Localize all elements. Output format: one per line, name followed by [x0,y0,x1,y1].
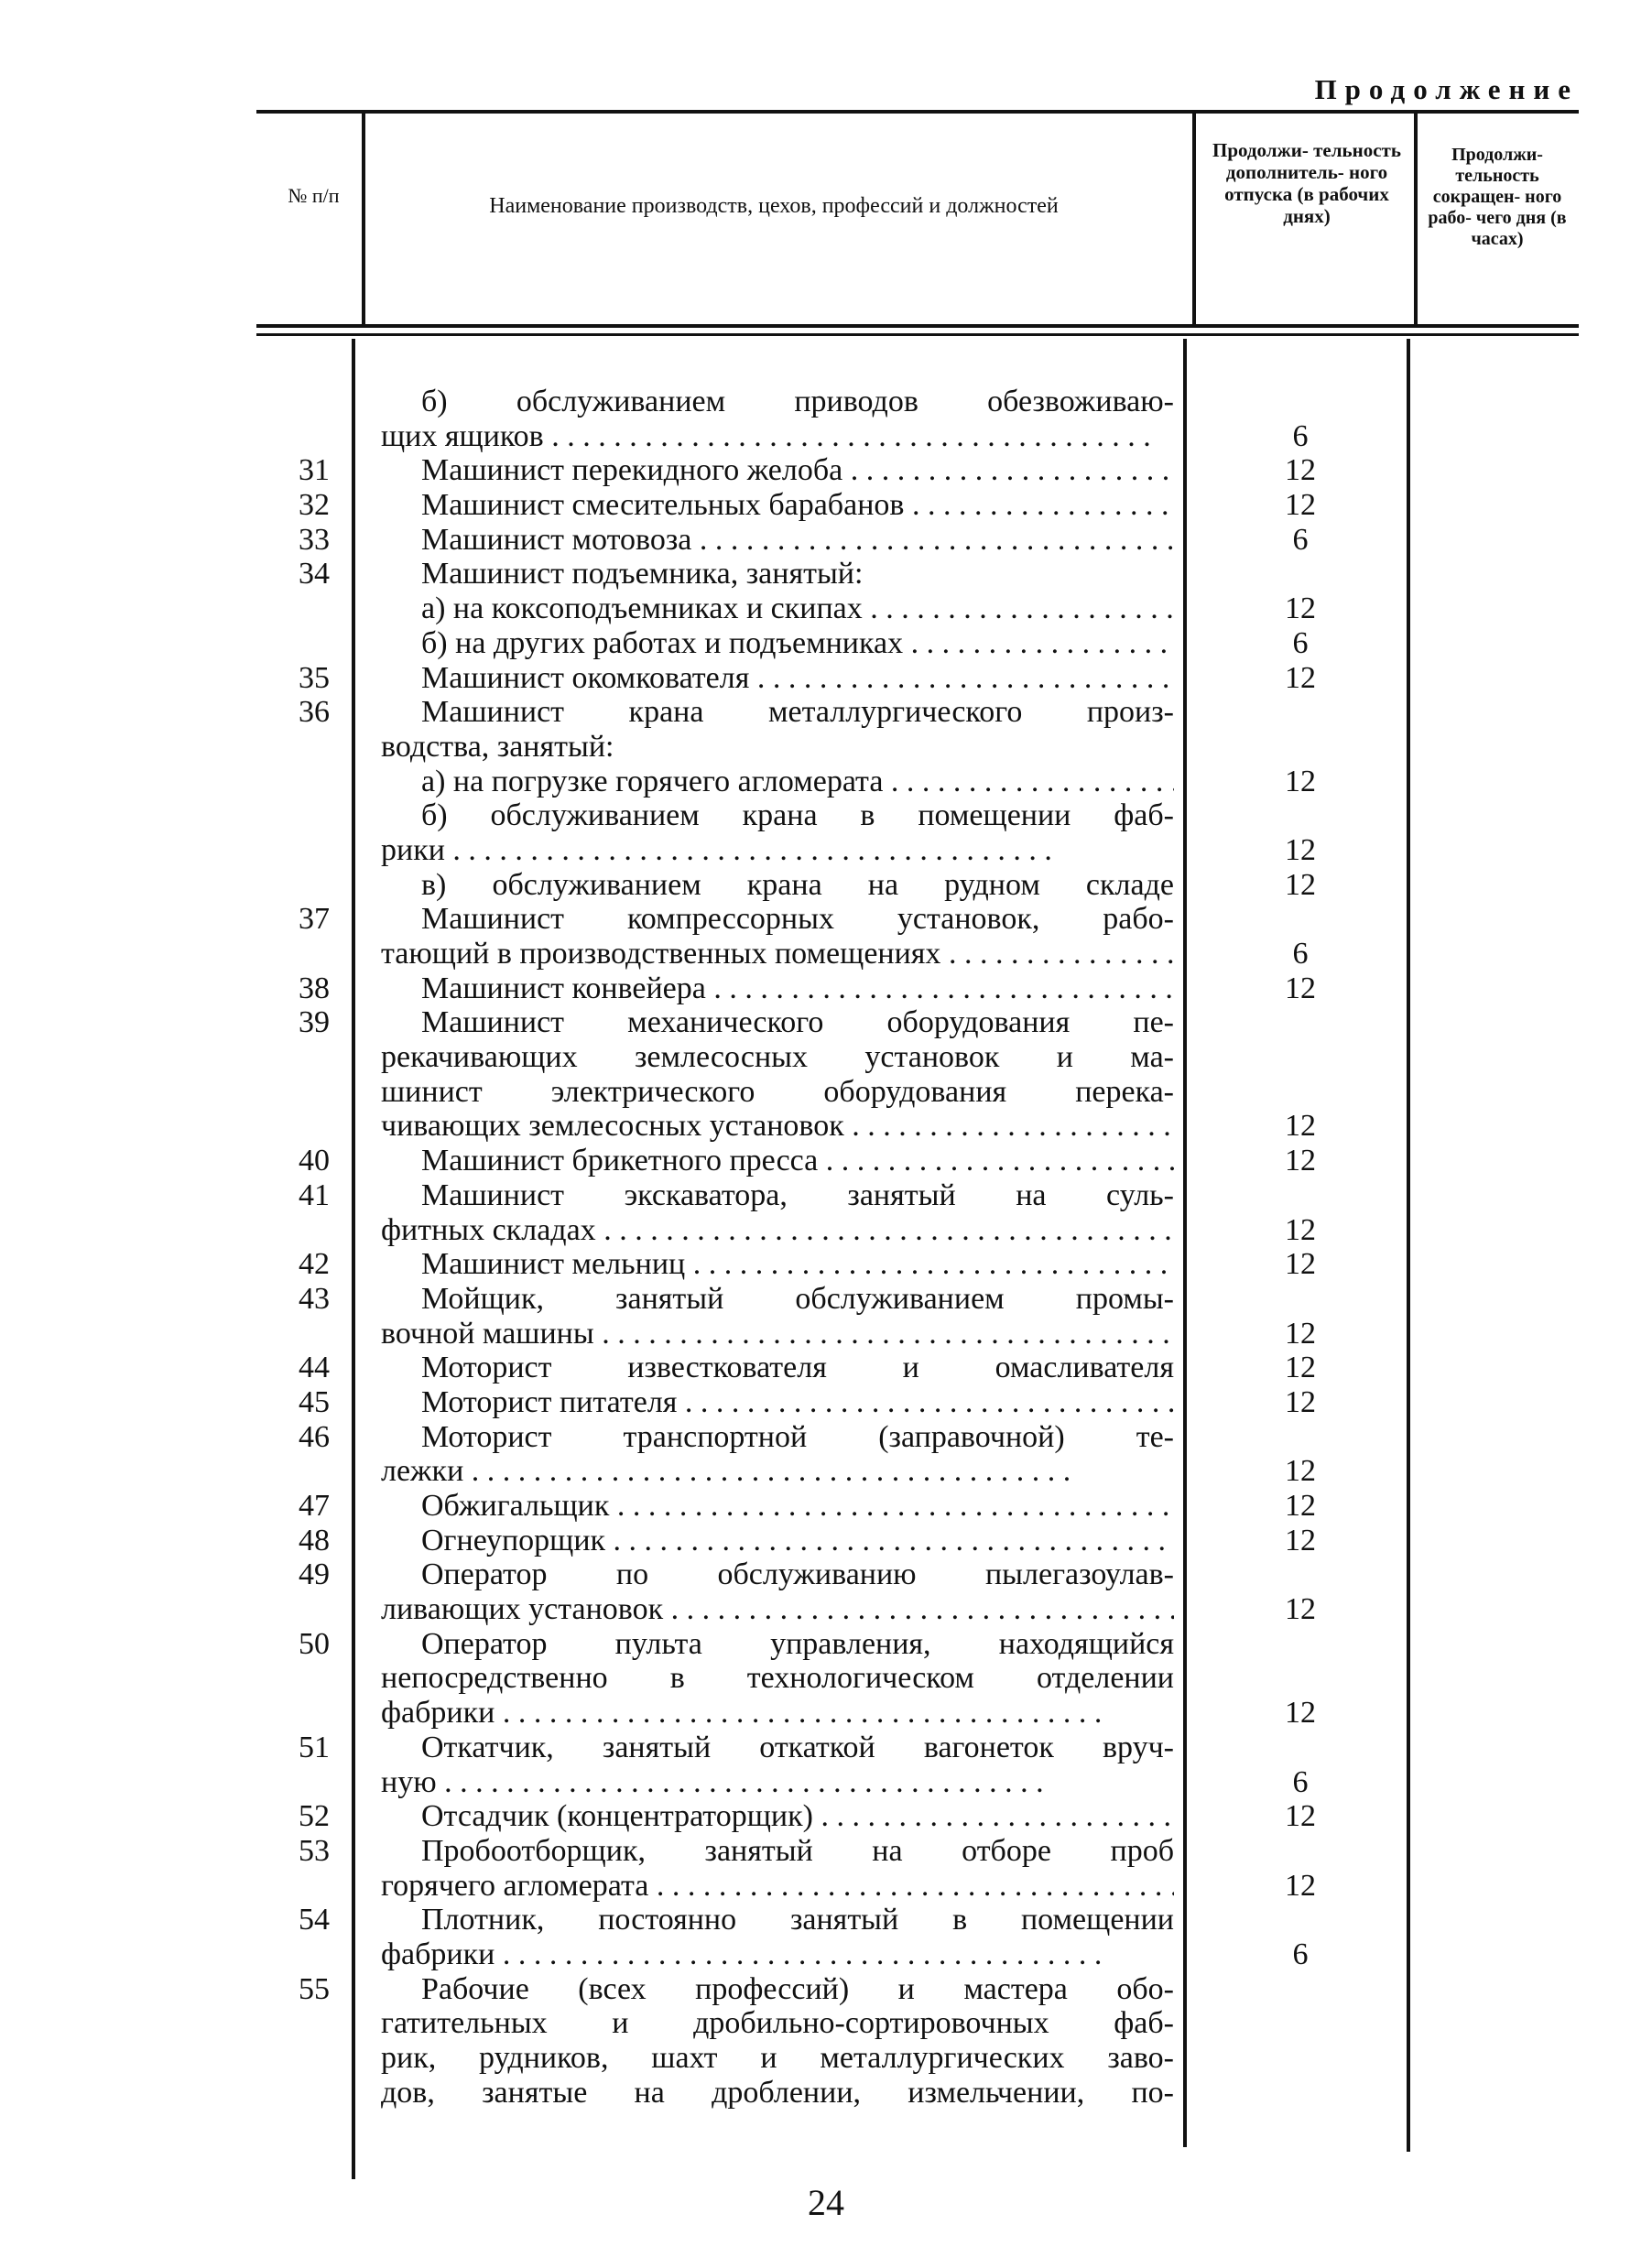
row-text: шинист электрического оборудования перека- [381,1074,1174,1109]
row-number: 33 [299,522,330,557]
table-row [0,1317,1652,1351]
row-leave-days: 12 [1285,1592,1316,1627]
row-number: 43 [299,1281,330,1316]
row-text: чивающих землесосных установок . . . [381,1109,1174,1144]
row-text: Плотник, постоянно занятый в помещении [421,1903,1174,1937]
row-leave-days: 6 [1292,625,1309,660]
row-leave-days: 12 [1285,453,1316,488]
table-row [0,833,1652,868]
row-leave-days: 6 [1292,937,1309,971]
row-text: щих ящиков . . . [381,419,1174,454]
row-leave-days: 12 [1285,1212,1316,1247]
table-row [0,1903,1652,1937]
row-leave-days: 12 [1285,1247,1316,1282]
row-text: фабрики . . . [381,1696,1174,1731]
row-leave-days: 6 [1292,1937,1309,1971]
table-row [0,765,1652,799]
table-row [0,1937,1652,1972]
row-leave-days: 12 [1285,867,1316,902]
row-text: дов, занятые на дроблении, измельчении, по- [381,2075,1174,2110]
table-row [0,1731,1652,1765]
row-leave-days: 12 [1285,1316,1316,1351]
row-leave-days: 6 [1292,418,1309,453]
row-number: 51 [299,1730,330,1764]
row-number: 38 [299,971,330,1005]
table-body [0,385,1652,2110]
row-leave-days: 12 [1285,1454,1316,1489]
row-text: б) обслуживанием приводов обезвоживаю- [421,385,1174,418]
row-leave-days: 12 [1285,591,1316,626]
header-additional-leave: Продолжи- тельность дополнитель- ного отпуска (в рабочих днях) [1212,139,1401,227]
row-text: рекачивающих землесосных установок и ма- [381,1040,1174,1075]
row-leave-days: 12 [1285,660,1316,695]
table-row [0,730,1652,765]
row-number: 45 [299,1384,330,1419]
row-text: а) на коксоподъемниках и скипах . . . [421,591,1174,626]
row-text: горячего агломерата . . . [381,1869,1174,1904]
table-row [0,1454,1652,1489]
table-row [0,1799,1652,1834]
row-text: Машинист подъемника, занятый: [421,557,864,591]
row-leave-days: 6 [1292,1764,1309,1799]
row-text: вочной машины . . . [381,1317,1174,1351]
row-text: Машинист мельниц . . . [421,1247,1174,1282]
row-leave-days: 12 [1285,1109,1316,1144]
row-leave-days: 12 [1285,1868,1316,1903]
table-row [0,1040,1652,1075]
row-text: Пробоотборщик, занятый на отборе проб [421,1833,1174,1868]
table-row [0,453,1652,488]
row-text: Машинист механического оборудования пе- [421,1005,1174,1040]
row-number: 47 [299,1489,330,1523]
table-row [0,937,1652,971]
table-row [0,798,1652,833]
table-row [0,1420,1652,1455]
row-number: 31 [299,453,330,488]
row-text: тающий в производственных помещениях . . . [381,937,1174,971]
row-leave-days: 6 [1292,522,1309,557]
row-leave-days: 12 [1285,1799,1316,1834]
table-row [0,626,1652,661]
table-row [0,419,1652,454]
row-leave-days: 12 [1285,1384,1316,1419]
row-text: ливающих установок . . . [381,1592,1174,1627]
row-text: Машинист смесительных барабанов . . . [421,488,1174,523]
continued-label: Продолжение [1314,73,1579,105]
row-number: 42 [299,1247,330,1282]
row-text: а) на погрузке горячего агломерата . . . [421,765,1174,799]
row-text: Машинист мотовоза . . . [421,523,1174,558]
row-text: Моторист известкователя и омасливателя [421,1351,1174,1385]
header-name: Наименование производств, цехов, профессий и должностей [489,194,1059,218]
table-row [0,2041,1652,2076]
row-leave-days: 12 [1285,1351,1316,1385]
table-row [0,1282,1652,1317]
row-leave-days: 12 [1285,1696,1316,1731]
table-row [0,1005,1652,1040]
row-text: непосредственно в технологическом отделении [381,1661,1174,1696]
table-row [0,488,1652,523]
row-number: 39 [299,1005,330,1040]
row-number: 32 [299,488,330,523]
table-row [0,1627,1652,1662]
table-row [0,1592,1652,1627]
table-row [0,1834,1652,1869]
row-number: 49 [299,1557,330,1592]
row-text: Машинист экскаватора, занятый на суль- [421,1177,1174,1212]
row-text: рик, рудников, шахт и металлургических заво- [381,2041,1174,2075]
row-text: Оператор пульта управления, находящийся [421,1626,1174,1661]
row-text: Моторист питателя . . . [421,1385,1174,1420]
row-number: 34 [299,557,330,591]
table-row [0,1869,1652,1904]
table-top-rule [256,110,1579,114]
row-text: Машинист компрессорных установок, рабо- [421,902,1174,937]
table-row [0,591,1652,626]
row-number: 54 [299,1903,330,1937]
table-row [0,385,1652,419]
table-row [0,1351,1652,1385]
table-row [0,902,1652,937]
row-number: 40 [299,1144,330,1178]
table-row [0,971,1652,1006]
row-text: рики . . . [381,833,1174,868]
row-number: 46 [299,1419,330,1454]
table-row [0,868,1652,903]
table-row [0,523,1652,558]
row-number: 37 [299,902,330,937]
table-row [0,661,1652,696]
row-text: фитных складах . . . [381,1213,1174,1248]
row-text: Откатчик, занятый откаткой вагонеток вруч- [421,1730,1174,1764]
page-number: 24 [808,2182,844,2223]
header-bottom-rule [256,324,1579,328]
row-leave-days: 12 [1285,764,1316,798]
table-row [0,1661,1652,1696]
table-row [0,1524,1652,1558]
row-text: лежки . . . [381,1454,1174,1489]
table-row [0,2076,1652,2111]
row-text: Оператор по обслуживанию пылегазоулав- [421,1557,1174,1592]
table-row [0,557,1652,591]
table-row [0,1972,1652,2007]
row-number: 55 [299,1971,330,2006]
row-text: Мойщик, занятый обслуживанием промы- [421,1281,1174,1316]
table-row [0,1696,1652,1731]
row-number: 52 [299,1799,330,1834]
row-text: Отсадчик (концентраторщик) . . . [421,1799,1174,1834]
table-row [0,1144,1652,1178]
row-leave-days: 12 [1285,1523,1316,1557]
row-number: 44 [299,1351,330,1385]
row-text: б) на других работах и подъемниках . . . [421,626,1174,661]
table-row [0,1213,1652,1248]
row-text: Машинист конвейера . . . [421,971,1174,1006]
row-leave-days: 12 [1285,971,1316,1005]
table-row [0,1075,1652,1110]
table-row [0,1489,1652,1524]
table-row [0,1178,1652,1213]
row-text: ную . . . [381,1765,1174,1800]
row-text: Машинист перекидного желоба . . . [421,453,1174,488]
row-number: 48 [299,1523,330,1557]
row-text: Обжигальщик . . . [421,1489,1174,1524]
row-text: Моторист транспортной (заправочной) те- [421,1419,1174,1454]
table-row [0,2006,1652,2041]
row-number: 53 [299,1833,330,1868]
row-text: Машинист окомкователя . . . [421,661,1174,696]
row-text: гатительных и дробильно-сортировочных фаб- [381,2006,1174,2041]
row-text: фабрики . . . [381,1937,1174,1972]
row-text: Машинист крана металлургического произ- [421,695,1174,730]
header-number: № п/п [288,184,340,207]
row-text: водства, занятый: [381,729,614,764]
table-row [0,1109,1652,1144]
row-text: Рабочие (всех профессий) и мастера обо- [421,1971,1174,2006]
row-leave-days: 12 [1285,1489,1316,1523]
row-leave-days: 12 [1285,832,1316,867]
row-number: 35 [299,660,330,695]
column-divider-3 [1414,114,1418,324]
header-shortened-day: Продолжи- тельность сокращен- ного рабо- чего дня (в часах) [1428,145,1567,249]
row-text: б) обслуживанием крана в помещении фаб- [421,798,1174,833]
header-bottom-rule-2 [256,333,1579,336]
row-text: в) обслуживанием крана на рудном складе [421,867,1174,902]
table-row [0,1765,1652,1800]
table-row [0,1247,1652,1282]
row-number: 50 [299,1626,330,1661]
table-row [0,1557,1652,1592]
table-row [0,1385,1652,1420]
row-text: Машинист брикетного пресса . . . [421,1144,1174,1178]
table-row [0,695,1652,730]
row-number: 36 [299,695,330,730]
column-divider-1 [362,114,365,324]
row-leave-days: 12 [1285,488,1316,523]
row-text: Огнеупорщик . . . [421,1524,1174,1558]
row-leave-days: 12 [1285,1144,1316,1178]
column-divider-2 [1192,114,1196,324]
row-number: 41 [299,1177,330,1212]
